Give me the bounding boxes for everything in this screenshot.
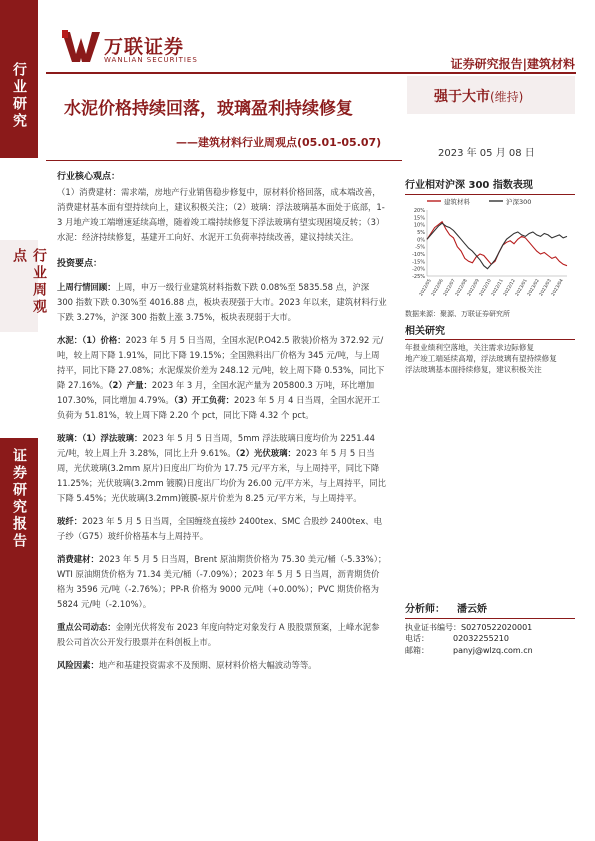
email-row [405, 645, 575, 657]
header-divider [46, 72, 576, 74]
cement-price-label: （1）价格： [82, 335, 126, 345]
report-title: 水泥价格持续回落，玻璃盈利持续修复 [64, 99, 353, 119]
spacer [57, 245, 387, 257]
spacer [57, 325, 387, 333]
market-text: 上周，申万一级行业建筑材料指数下跌 0.08%至 5835.58 点，沪深 300 指数下跌 0.30%至 4016.88 点，板块表现强于大市。2023 年以来，建筑材料行业下跌 3.27%，沪深 300 指数上涨 3.75%，板块表现弱于大市。 [57, 282, 387, 322]
float-glass-text: 2023 年 5 月 5 日当周，5mm 浮法玻璃日度均价为 2251.44 元/吨，较上周上升 3.28%，同比上升 9.61%。 [57, 433, 375, 458]
cement-load-label: （3）开工负荷： [173, 395, 235, 405]
cert-row [405, 622, 575, 634]
points-heading: 投资要点： [57, 259, 103, 269]
rating-note: (维持) [490, 90, 524, 104]
analyst-section [405, 604, 575, 656]
series-line [427, 223, 567, 269]
legend-label: 沪深300 [506, 198, 532, 206]
brand-name-en: WANLIAN SECURITIES [104, 56, 198, 64]
fiber-label: 玻纤： [57, 516, 83, 526]
cement-price-text: 2023 年 5 月 5 日当周，全国水泥(P.O42.5 散装)价格为 372.92 元/吨，较上周下降 1.91%，同比下降 19.15%；全国熟料出厂价格为 345 元/吨，与上周持平，同比下降 27.08%；水泥煤炭价差为 248.12 元/吨，较上周下降 0.53%，同比下降 27.16%。 [57, 335, 385, 390]
spacer [57, 506, 387, 514]
legend-label: 建筑材料 [444, 198, 470, 206]
chart-source: 数据来源：聚源、万联证券研究所 [405, 310, 510, 318]
cert-label: 执业证书编号： [405, 622, 461, 632]
title-divider [46, 160, 402, 161]
x-tick-label: 2023/01 [515, 278, 529, 298]
related-item[interactable]: 年报业绩利空落地，关注需求边际修复 [405, 343, 535, 352]
related-item[interactable]: 浮法玻璃基本面持续修复，建议积极关注 [405, 365, 542, 374]
consumer-paragraph [57, 552, 387, 612]
side-block-securities [0, 438, 38, 841]
x-tick-label: 2022/08 [455, 278, 469, 298]
y-tick-label: -15% [412, 259, 425, 266]
company-label: 重点公司动态： [57, 622, 116, 632]
pv-glass-text: 2023 年 5 月 5 日当周，光伏玻璃(3.2mm 原片)日度出厂均价为 17.75 元/平方米，与上周持平，同比下降 11.25%；光伏玻璃(3.2mm 镀膜)日度出厂均价为 26.00 元/平方米，与上周持平，同比下降 5.45%；光伏玻璃(3.2mm)镀膜-原片价差为 8.25 元/平方米，与上周持平。 [57, 448, 387, 503]
report-date: 2023 年 05 月 08 日 [438, 148, 535, 159]
y-tick-label: 15% [413, 215, 425, 222]
x-tick-label: 2022/10 [479, 278, 493, 298]
y-tick-label: -20% [412, 266, 425, 273]
report-subtitle: ——建筑材料行业周观点(05.01-05.07) [176, 136, 382, 149]
side-label-securities-report: 证券研究报告 [11, 448, 27, 550]
relative-performance-chart [405, 196, 575, 308]
cert-value: S0270522020001 [461, 622, 533, 632]
y-tick-label: 20% [413, 208, 425, 214]
side-label-industry-research: 行业研究 [11, 62, 27, 130]
cement-label: 水泥： [57, 335, 83, 345]
x-tick-label: 2022/07 [443, 278, 457, 298]
x-tick-label: 2023/04 [551, 278, 565, 298]
fiber-text: 2023 年 5 月 5 日当周，全国缠绕直接纱 2400tex、SMC 合股纱 2400tex、电子纱（G75）玻纤价格基本与上周持平。 [57, 516, 383, 541]
spacer [57, 612, 387, 620]
main-content [57, 170, 387, 673]
analyst-underline [405, 618, 575, 619]
spacer [57, 423, 387, 431]
x-tick-label: 2022/12 [503, 278, 517, 298]
phone-label: 电话： [405, 634, 429, 643]
series-line [427, 222, 567, 266]
spacer [57, 650, 387, 658]
y-tick-label: -25% [412, 274, 425, 280]
cement-output-label: （2）产量： [108, 380, 152, 390]
glass-paragraph [57, 431, 387, 506]
y-tick-label: 10% [413, 222, 425, 229]
company-paragraph [57, 620, 387, 650]
x-tick-label: 2022/05 [419, 278, 433, 298]
side-band [0, 0, 47, 841]
related-section [405, 322, 575, 375]
analyst-name: 潘云娇 [457, 604, 487, 615]
x-tick-label: 2023/02 [527, 278, 541, 298]
side-block-weekly [0, 240, 47, 332]
phone-row [405, 633, 575, 645]
risk-label: 风险因素： [57, 660, 99, 670]
risk-paragraph [57, 658, 387, 673]
market-paragraph [57, 280, 387, 325]
core-text: （1）消费建材：需求端，房地产行业销售稳步修复中，原材料价格回落，成本端改善，消费建材基本面有望持续向上，建议积极关注；（2）玻璃：浮法玻璃基本面处于底部，1-3 月地产竣工端增速延续高增，随着竣工端持续修复下浮法玻璃有望实现困境反转；（3）水泥：经济持续修复，基建开工向好、水泥开工负荷率持续改善，建议持续关注。 [57, 187, 385, 242]
cement-output-text: 2023 年 3 月，全国水泥产量为 205800.3 万吨，环比增加 107.30%，同比增加 4.79%。 [57, 380, 375, 405]
y-tick-label: -5% [415, 244, 425, 251]
cement-load-text: 2023 年 5 月 4 日当周，全国水泥开工负荷为 51.81%，较上周下降 2.20 个 pct，同比下降 4.32 个 pct。 [57, 395, 380, 420]
rating-value: 强于大市 [434, 89, 490, 105]
analyst-row [405, 604, 575, 616]
consumer-text: 2023 年 5 月 5 日当周，Brent 原油期货价格为 75.30 美元/桶（-5.33%）；WTI 原油期货价格为 71.34 美元/桶（-7.09%）；2023 年 5 月 5 日当周，沥青期货价格为 3596 元/吨（-2.76%）；PP-R 价格为 9000 元/吨（+0.00%）；PVC 期货价格为 5824 元/吨（-2.10%）。 [57, 554, 387, 609]
pv-glass-label: （2）光伏玻璃： [235, 448, 296, 458]
brand-name-cn: 万联证券 [104, 36, 185, 58]
wanlian-logo-icon [62, 30, 100, 64]
email-label: 邮箱： [405, 645, 429, 655]
x-tick-label: 2022/11 [491, 278, 505, 298]
chart-title: 行业相对沪深 300 指数表现 [405, 180, 533, 191]
glass-label: 玻璃： [57, 433, 83, 443]
phone-value: 02032255210 [453, 634, 509, 643]
y-tick-label: 5% [417, 230, 425, 236]
fiber-paragraph [57, 514, 387, 544]
chart-section [405, 176, 575, 195]
side-label-weekly: 行业周观点 [11, 248, 47, 316]
risk-text: 地产和基建投资需求不及预期、原材料价格大幅波动等等。 [98, 660, 317, 670]
x-tick-label: 2022/09 [467, 278, 481, 298]
spacer [57, 272, 387, 280]
float-glass-label: （1）浮法玻璃： [82, 433, 143, 443]
email-value[interactable]: panyj@wlzq.com.cn [453, 645, 533, 655]
related-item[interactable]: 地产竣工端延续高增，浮法玻璃有望持续修复 [405, 354, 557, 363]
market-label: 上周行情回顾： [57, 282, 116, 292]
core-heading: 行业核心观点： [57, 172, 121, 182]
consumer-label: 消费建材： [57, 554, 99, 564]
x-tick-label: 2022/06 [431, 278, 445, 298]
side-block-industry [0, 0, 38, 158]
chart-title-underline [405, 194, 575, 195]
company-text: 金刚光伏将发布 2023 年度向特定对象发行 A 股股票预案，上峰水泥参股公司首次公开发行股票并在科创板上市。 [57, 622, 380, 647]
y-tick-label: -10% [412, 252, 425, 258]
cement-paragraph [57, 333, 387, 423]
report-type: 证券研究报告|建筑材料 [450, 57, 575, 71]
analyst-label: 分析师： [405, 604, 445, 615]
related-heading: 相关研究 [405, 326, 445, 337]
x-tick-label: 2023/03 [539, 278, 553, 298]
y-tick-label: 0% [417, 237, 425, 244]
rating [434, 86, 523, 106]
related-underline [405, 339, 575, 340]
spacer [57, 544, 387, 552]
